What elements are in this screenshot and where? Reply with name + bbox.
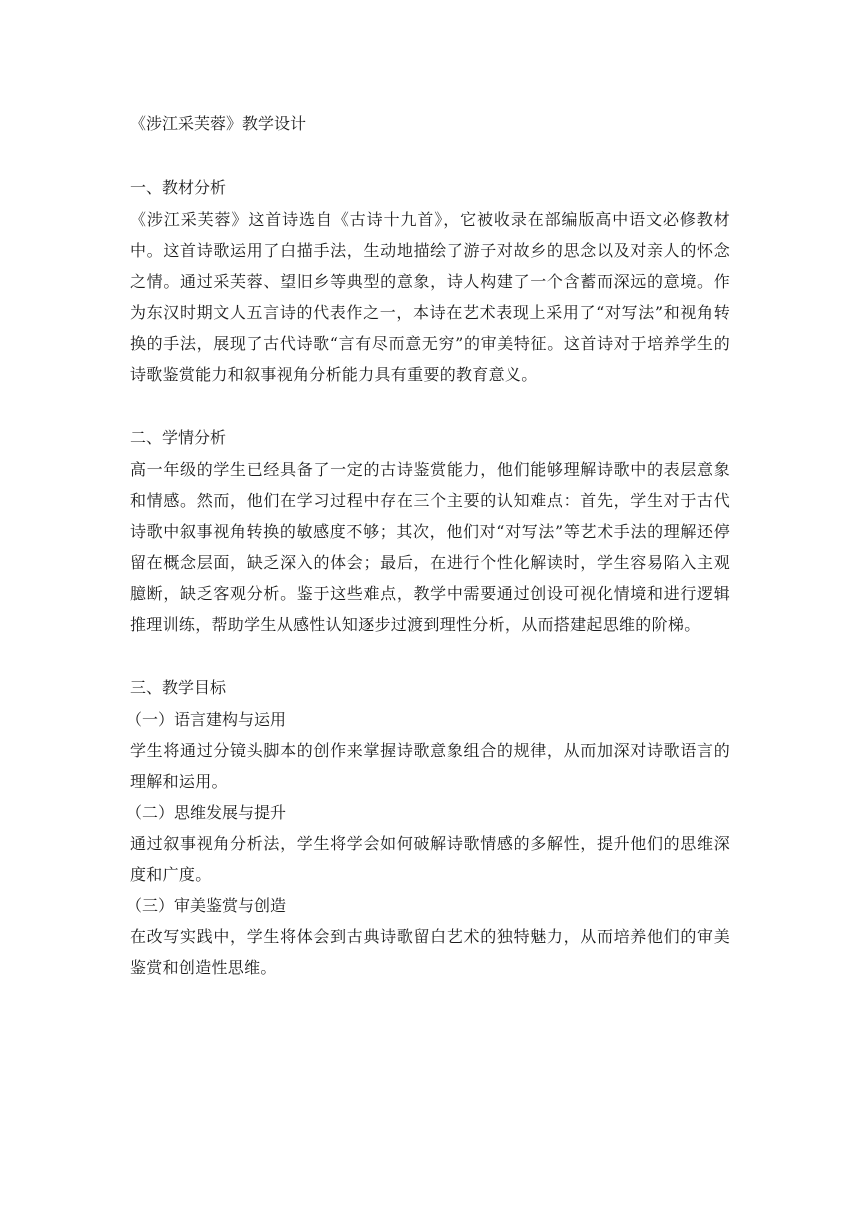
section-paragraph: 《涉江采芙蓉》这首诗选自《古诗十九首》，它被收录在部编版高中语文必修教材中。这首诗歌运用了白描手法，生动地描绘了游子对故乡的思念以及对亲人的怀念之情。通过采芙蓉、望旧乡等典型的意象，诗人构建了一个含蓄而深远的意境。作为东汉时期文人五言诗的代表作之一，本诗在艺术表现上采用了“对写法”和视角转换的手法，展现了古代诗歌“言有尽而意无穷”的审美特征。这首诗对于培养学生的诗歌鉴赏能力和叙事视角分析能力具有重要的教育意义。 bbox=[130, 210, 730, 384]
section-heading: 一、教材分析 bbox=[130, 178, 227, 197]
section-teaching-goals bbox=[126, 672, 730, 983]
subsection-paragraph: 通过叙事视角分析法，学生将学会如何破解诗歌情感的多解性，提升他们的思维深度和广度。 bbox=[130, 834, 730, 884]
subsection-paragraph: 在改写实践中，学生将体会到古典诗歌留白艺术的独特魅力，从而培养他们的审美鉴赏和创造性思维。 bbox=[130, 927, 730, 977]
spacer bbox=[130, 140, 730, 172]
section-heading: 三、教学目标 bbox=[130, 678, 227, 697]
subsection-heading: （一）语言建构与运用 bbox=[126, 710, 287, 729]
document-title: 《涉江采芙蓉》教学设计 bbox=[130, 114, 307, 133]
subsection-heading: （三）审美鉴赏与创造 bbox=[126, 896, 287, 915]
section-student-analysis bbox=[130, 422, 730, 640]
section-paragraph: 高一年级的学生已经具备了一定的古诗鉴赏能力，他们能够理解诗歌中的表层意象和情感。然而，他们在学习过程中存在三个主要的认知难点：首先，学生对于古代诗歌中叙事视角转换的敏感度不够；其次，他们对“对写法”等艺术手法的理解还停留在概念层面，缺乏深入的体会；最后，在进行个性化解读时，学生容易陷入主观臆断，缺乏客观分析。鉴于这些难点，教学中需要通过创设可视化情境和进行逻辑推理训练，帮助学生从感性认知逐步过渡到理性分析，从而搭建起思维的阶梯。 bbox=[130, 460, 730, 634]
section-heading: 二、学情分析 bbox=[130, 428, 227, 447]
spacer bbox=[130, 640, 730, 672]
spacer bbox=[130, 390, 730, 422]
section-textbook-analysis bbox=[130, 172, 730, 390]
document-body bbox=[126, 108, 730, 983]
subsection-paragraph: 学生将通过分镜头脚本的创作来掌握诗歌意象组合的规律，从而加深对诗歌语言的理解和运用。 bbox=[130, 741, 730, 791]
subsection-heading: （二）思维发展与提升 bbox=[126, 803, 287, 822]
